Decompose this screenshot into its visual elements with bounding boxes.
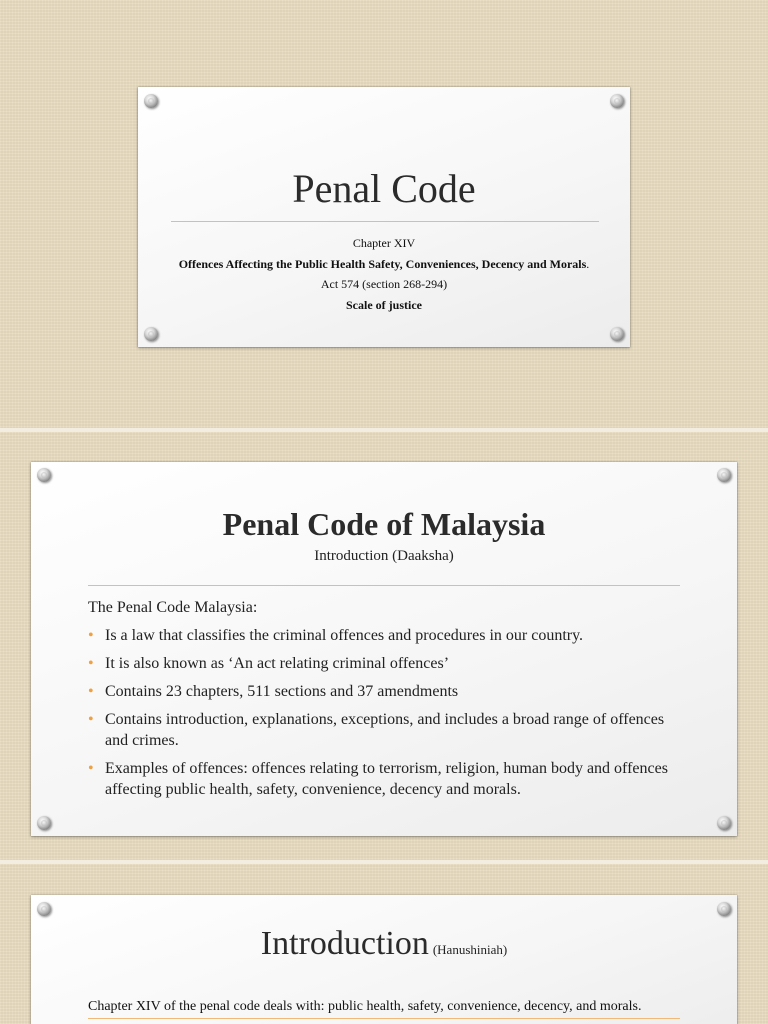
slide-1-title: Penal Code: [292, 166, 476, 211]
title-divider: [88, 585, 680, 586]
pushpin-icon: [37, 816, 51, 830]
list-item-text: Contains introduction, explanations, exceptions, and includes a broad range of offences and crimes.: [105, 711, 665, 749]
chapter-heading: [138, 254, 630, 275]
chapter-label: Chapter XIV: [352, 236, 416, 250]
slide-3-title-block: [31, 925, 737, 963]
chapter-heading-text: Offences Affecting the Public Health Safety, Conveniences, Decency and Morals: [178, 256, 587, 271]
bullet-dot-icon: •: [88, 627, 94, 644]
slide-3-title: Introduction: [260, 925, 429, 962]
list-item: [88, 625, 688, 646]
list-item: [88, 709, 688, 751]
pushpin-icon: [37, 902, 51, 916]
bullet-dot-icon: •: [88, 683, 94, 700]
slide-2-card: [31, 462, 737, 836]
list-item: [88, 758, 688, 800]
slide-separator: [0, 860, 768, 864]
body-divider: [88, 1018, 680, 1019]
tagline: Scale of justice: [346, 297, 422, 312]
list-item-text: Examples of offences: offences relating to terrorism, religion, human body and offences affecting public health, safety, convenience, decency and morals.: [105, 760, 668, 798]
slide-3-card: [31, 895, 737, 1024]
slide-3-body: Chapter XIV of the penal code deals with: public health, safety, convenience, decency, and morals.: [88, 999, 642, 1014]
pushpin-icon: [610, 94, 624, 108]
pushpin-icon: [717, 816, 731, 830]
list-item: [88, 681, 688, 702]
act-label: Act 574 (section 268-294): [320, 277, 448, 291]
list-item: [88, 653, 688, 674]
title-divider: [171, 221, 599, 222]
slide-2-body: [88, 598, 688, 807]
bullet-list: [88, 625, 688, 800]
pushpin-icon: [717, 902, 731, 916]
slide-2-title: Penal Code of Malaysia: [222, 506, 546, 542]
pushpin-icon: [610, 327, 624, 341]
pushpin-icon: [144, 327, 158, 341]
slide-2-subtitle: Introduction (Daaksha): [314, 548, 454, 564]
slide-3-author: (Hanushiniah): [432, 942, 508, 957]
bullet-dot-icon: •: [88, 655, 94, 672]
pushpin-icon: [717, 468, 731, 482]
list-item-text: It is also known as ‘An act relating criminal offences’: [105, 655, 450, 672]
pushpin-icon: [144, 94, 158, 108]
list-item-text: Contains 23 chapters, 511 sections and 37 amendments: [105, 683, 459, 700]
pushpin-icon: [37, 468, 51, 482]
slide-1-subtitle-block: [138, 233, 630, 315]
bullet-dot-icon: •: [88, 760, 94, 777]
chapter-heading-period: .: [586, 256, 590, 271]
slide-separator: [0, 428, 768, 432]
intro-line: The Penal Code Malaysia:: [88, 599, 258, 616]
list-item-text: Is a law that classifies the criminal offences and procedures in our country.: [105, 627, 584, 644]
slide-1-title-card: [138, 87, 630, 347]
bullet-dot-icon: •: [88, 711, 94, 728]
